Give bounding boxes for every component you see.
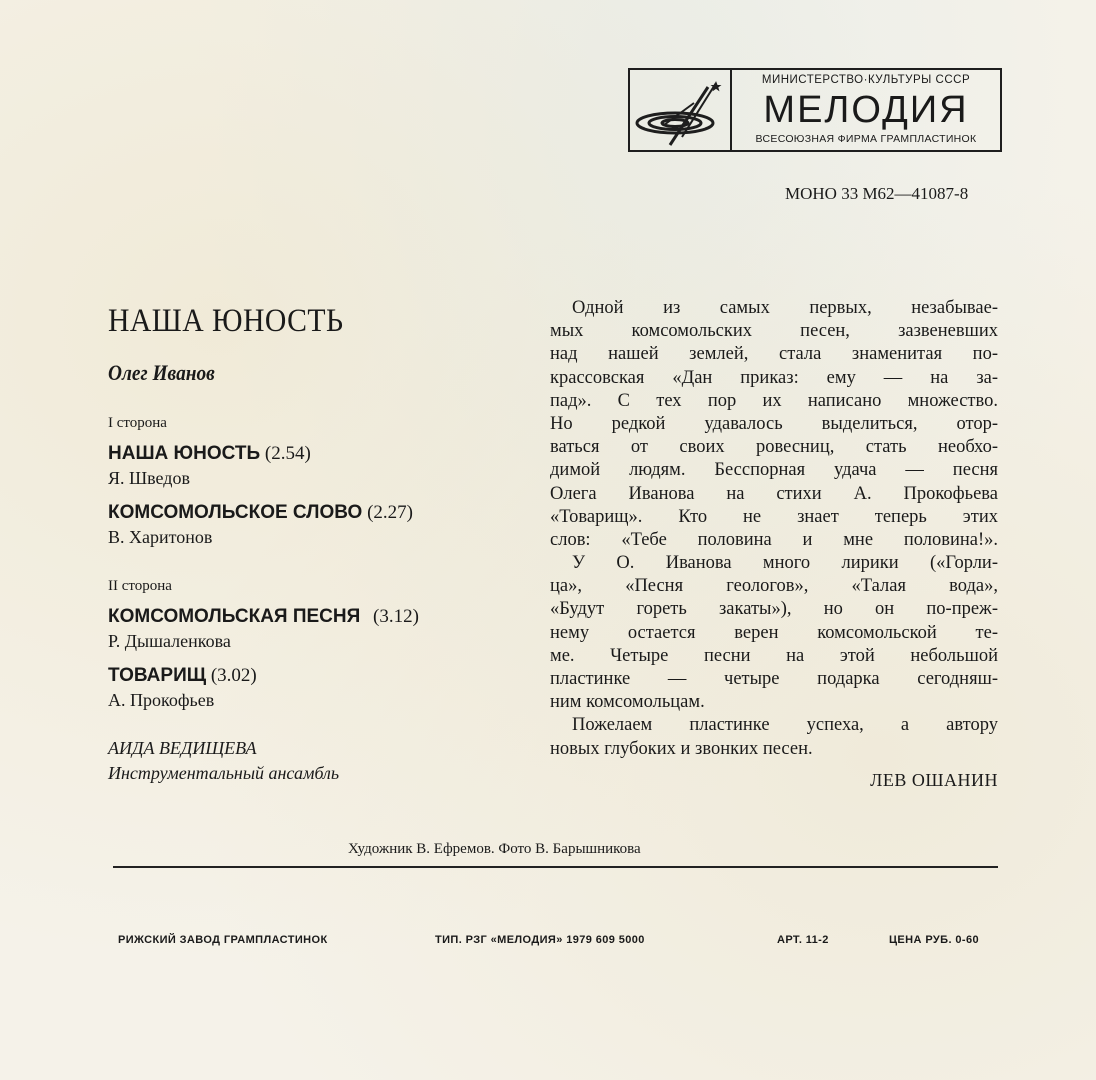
- notes-line: мых комсомольских песен, зазвеневших: [550, 321, 998, 342]
- divider: [113, 866, 998, 868]
- notes-line: нему остается верен комсомольской те-: [550, 622, 998, 643]
- footer-printing: ТИП. РЗГ «МЕЛОДИЯ» 1979 609 5000: [435, 934, 645, 946]
- liner-notes: [550, 297, 998, 761]
- company-text: ВСЕСОЮЗНАЯ ФИРМА ГРАМПЛАСТИНОК: [755, 133, 977, 145]
- album-title: НАША ЮНОСТЬ: [108, 303, 344, 339]
- notes-line: ме. Четыре песни на этой небольшой: [550, 645, 998, 666]
- track-lyricist: Р. Дышаленкова: [108, 631, 231, 651]
- notes-line: слов: «Тебе половина и мне половина!».: [550, 529, 998, 550]
- track-lyricist: Я. Шведов: [108, 468, 190, 488]
- notes-line: красcовская «Дан приказ: ему — на за-: [550, 367, 998, 388]
- notes-line: «Будут гореть закаты»), но он по-преж-: [550, 599, 998, 620]
- track-item: [108, 502, 413, 524]
- notes-line: пад». С тех пор их написано множество.: [550, 390, 998, 411]
- track-title: КОМСОМОЛЬСКОЕ СЛОВО: [108, 502, 363, 523]
- track-item: [108, 606, 419, 628]
- track-duration: (3.02): [210, 665, 257, 686]
- notes-line: ним комсомольцам.: [550, 692, 705, 713]
- track-lyricist: А. Прокофьев: [108, 690, 215, 710]
- track-duration: (2.27): [367, 502, 413, 523]
- footer-plant: РИЖСКИЙ ЗАВОД ГРАМПЛАСТИНОК: [118, 934, 328, 946]
- notes-line: Пожелаем пластинке успеха, а автору: [572, 715, 998, 736]
- side-2-label: II сторона: [108, 578, 172, 594]
- melodiya-logo: [628, 68, 1002, 152]
- track-duration: (3.12): [373, 606, 419, 627]
- track-title: НАША ЮНОСТЬ: [108, 443, 261, 464]
- notes-line: «Товарищ». Кто не знает теперь этих: [550, 506, 998, 527]
- notes-line: димой людям. Бесспорная удача — песня: [550, 460, 998, 481]
- track-item: [108, 443, 311, 465]
- notes-line: Но редкой удавалось выделиться, отор-: [550, 413, 998, 434]
- notes-line: новых глубоких и звонких песен.: [550, 738, 813, 759]
- track-lyricist: В. Харитонов: [108, 527, 213, 547]
- notes-line: пластинке — четыре подарка сегодняш-: [550, 669, 998, 689]
- credits: Художник В. Ефремов. Фото В. Барышникова: [348, 841, 641, 857]
- notes-author: ЛЕВ ОШАНИН: [870, 770, 998, 790]
- notes-line: У О. Иванова много лирики («Горли-: [572, 553, 998, 574]
- track-duration: (2.54): [264, 443, 311, 464]
- footer-article: АРТ. 11-2: [777, 934, 829, 946]
- ensemble-name: Инструментальный ансамбль: [108, 763, 340, 783]
- track-item: [108, 665, 257, 687]
- notes-line: Одной из самых первых, незабывае-: [572, 298, 998, 318]
- track-title: ТОВАРИЩ: [108, 665, 207, 686]
- album-artist: Олег Иванов: [108, 360, 215, 385]
- notes-line: Олега Иванова на стихи А. Прокофьева: [550, 483, 998, 504]
- notes-line: ца», «Песня геологов», «Талая вода»,: [550, 576, 998, 597]
- side-1-label: I сторона: [108, 415, 167, 431]
- track-title: КОМСОМОЛЬСКАЯ ПЕСНЯ: [108, 606, 361, 627]
- brand-name: МЕЛОДИЯ: [763, 89, 969, 131]
- singer-name: АИДА ВЕДИЩЕВА: [108, 738, 257, 758]
- notes-line: ваться от своих ровесниц, стать необхо-: [550, 437, 998, 458]
- ministry-text: МИНИСТЕРСТВО·КУЛЬТУРЫ СССР: [761, 74, 971, 86]
- catalog-number: МОНО 33 М62—41087-8: [785, 184, 969, 203]
- melodiya-emblem-icon: [630, 70, 732, 150]
- notes-line: над нашей землей, стала знаменитая по-: [550, 344, 998, 365]
- footer-price: ЦЕНА РУБ. 0-60: [889, 934, 979, 946]
